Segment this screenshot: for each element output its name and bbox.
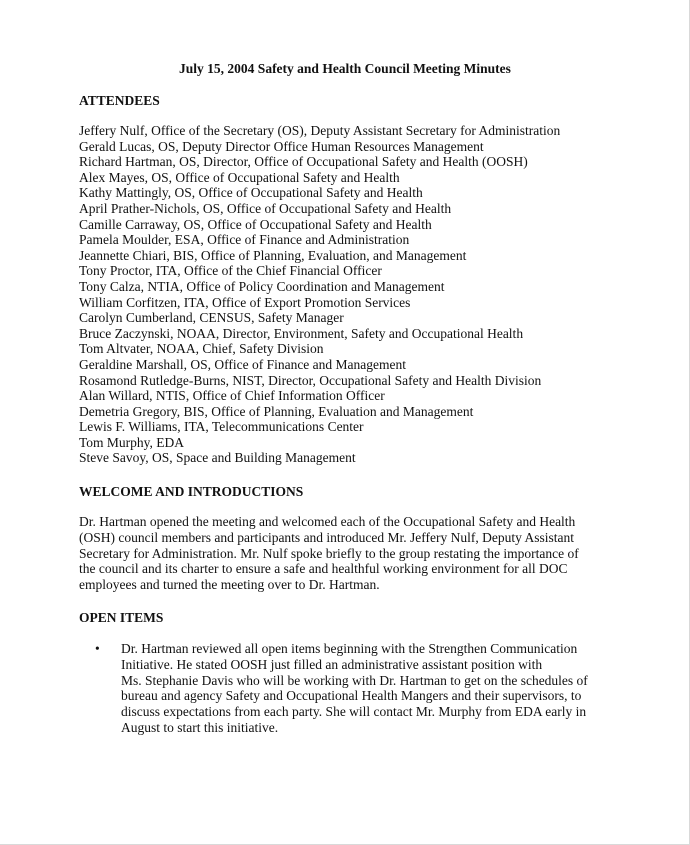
paragraph-line: Dr. Hartman reviewed all open items beginning with the Strengthen Communication [121,641,578,656]
paragraph-line: Ms. Stephanie Davis who will be working with Dr. Hartman to get on the schedules of [121,672,588,688]
attendee-item: Jeannette Chiari, BIS, Office of Planning, Evaluation, and Management [79,247,467,263]
attendee-item: Geraldine Marshall, OS, Office of Finance and Management [79,356,407,372]
paragraph-line: (OSH) council members and participants and introduced Mr. Jeffery Nulf, Deputy Assistant [79,529,575,545]
attendee-item: Pamela Moulder, ESA, Office of Finance and Administration [79,232,410,248]
attendee-item: Tom Murphy, EDA [79,434,185,450]
paragraph-line: August to start this initiative. [121,719,279,735]
attendee-list [79,123,560,466]
paragraph-line: Secretary for Administration. Mr. Nulf spoke briefly to the group restating the importance of [79,545,579,561]
attendee-item: Rosamond Rutledge-Burns, NIST, Director, Occupational Safety and Health Division [79,372,542,388]
paragraph-line: bureau and agency Safety and Occupational Health Mangers and their supervisors, to [121,688,582,704]
paragraph-line: Dr. Hartman opened the meeting and welcomed each of the Occupational Safety and Health [79,514,576,529]
attendee-item: Tony Proctor, ITA, Office of the Chief Financial Officer [79,263,382,279]
attendee-item: William Corfitzen, ITA, Office of Export Promotion Services [79,294,411,310]
paragraph-line: Initiative. He stated OOSH just filled an administrative assistant position with [121,656,543,672]
bullet-icon: • [95,641,100,656]
attendee-item: Gerald Lucas, OS, Deputy Director Office Human Resources Management [79,138,484,154]
attendee-item: Camille Carraway, OS, Office of Occupational Safety and Health [79,216,432,232]
attendee-item: Richard Hartman, OS, Director, Office of Occupational Safety and Health (OOSH) [79,154,528,170]
attendee-item: Carolyn Cumberland, CENSUS, Safety Manager [79,310,344,326]
attendee-item: Alan Willard, NTIS, Office of Chief Information Officer [79,388,385,404]
welcome-paragraph [79,514,619,593]
paragraph-line: discuss expectations from each party. She will contact Mr. Murphy from EDA early in [121,704,587,720]
attendee-item: Steve Savoy, OS, Space and Building Management [79,450,356,466]
document-title: July 15, 2004 Safety and Health Council Meeting Minutes [179,61,511,76]
attendee-item: Lewis F. Williams, ITA, Telecommunications Center [79,419,364,435]
attendee-item: Jeffery Nulf, Office of the Secretary (OS), Deputy Assistant Secretary for Administration [79,123,561,138]
welcome-heading: WELCOME AND INTRODUCTIONS [79,484,304,499]
open-items-heading: OPEN ITEMS [79,610,164,625]
attendee-item: Demetria Gregory, BIS, Office of Planning, Evaluation and Management [79,403,474,419]
paragraph-line: employees and turned the meeting over to Dr. Hartman. [79,577,380,593]
attendee-item: Alex Mayes, OS, Office of Occupational Safety and Health [79,169,400,185]
attendee-item: Tom Altvater, NOAA, Chief, Safety Division [79,341,324,357]
attendee-item: Kathy Mattingly, OS, Office of Occupational Safety and Health [79,185,423,201]
paragraph-line: the council and its charter to ensure a safe and healthful working environment for all DOC [79,561,568,577]
attendees-heading: ATTENDEES [79,93,160,108]
attendee-item: April Prather-Nichols, OS, Office of Occupational Safety and Health [79,200,452,216]
attendee-item: Tony Calza, NTIA, Office of Policy Coordination and Management [79,278,445,294]
open-item-text [121,641,621,736]
attendee-item: Bruce Zaczynski, NOAA, Director, Environment, Safety and Occupational Health [79,325,524,341]
